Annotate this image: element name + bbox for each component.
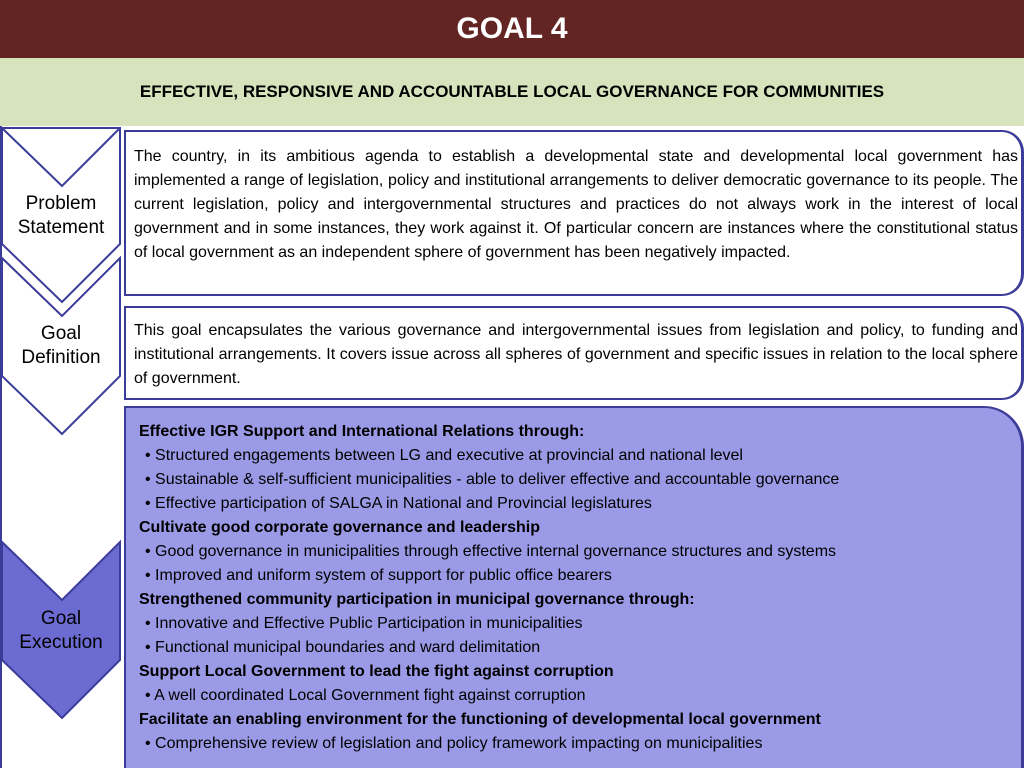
step-label-line: Definition (21, 347, 101, 368)
step-label-line: Statement (17, 217, 105, 238)
goal-subtitle: EFFECTIVE, RESPONSIVE AND ACCOUNTABLE LOCAL GOVERNANCE FOR COMMUNITIES (139, 82, 885, 101)
goal-subtitle-bar (0, 58, 1024, 126)
execution-bullet-text: Functional municipal boundaries and ward delimitation (155, 639, 541, 656)
step-label-line: Goal (40, 608, 82, 629)
execution-bullet: • Good governance in municipalities through effective internal governance structures and systems (145, 543, 837, 560)
step-label-line: Execution (19, 632, 103, 653)
execution-section (139, 660, 1015, 708)
execution-bullet: • Effective participation of SALGA in National and Provincial legislatures (145, 495, 652, 512)
execution-section (139, 516, 1015, 588)
execution-bullet-text: Comprehensive review of legislation and policy framework impacting on municipalities (155, 735, 763, 752)
execution-bullet-text: Good governance in municipalities through effective internal governance structures and systems (155, 543, 837, 560)
execution-section-title: Cultivate good corporate governance and leadership (139, 519, 540, 536)
execution-bullet: • Comprehensive review of legislation and policy framework impacting on municipalities (145, 735, 763, 752)
goal-definition-text: This goal encapsulates the various governance and intergovernmental issues from legislation and policy, to funding and institutional arrangements. It covers issue across all spheres of government and specific issues in relation to the local sphere of government. (134, 322, 1018, 387)
execution-bullet: • Innovative and Effective Public Participation in municipalities (145, 615, 583, 632)
execution-section (139, 420, 1015, 516)
step-label-line: Goal (40, 323, 82, 344)
step-label-problem-statement (0, 192, 122, 240)
goal-title-bar (0, 0, 1024, 58)
execution-bullet-text: Sustainable & self-sufficient municipalities - able to deliver effective and accountable governance (155, 471, 840, 488)
execution-bullet-text: Structured engagements between LG and executive at provincial and national level (155, 447, 743, 464)
goal-title: GOAL 4 (456, 12, 568, 45)
execution-section-title: Effective IGR Support and International Relations through: (139, 423, 585, 440)
problem-statement-text: The country, in its ambitious agenda to establish a developmental state and developmental local government has implemented a range of legislation, policy and institutional arrangements to deliver democratic governance to its people. The current legislation, policy and intergovernmental structures and practices do not always work in the interest of local government and in some instances, they work against it. Of particular concern are instances where the constitutional status of local government as an independent sphere of government has been negatively impacted. (134, 148, 1018, 261)
execution-section-title: Facilitate an enabling environment for the functioning of developmental local government (139, 711, 821, 728)
execution-bullet-text: Effective participation of SALGA in National and Provincial legislatures (155, 495, 652, 512)
execution-section (139, 708, 1015, 756)
execution-section-title: Support Local Government to lead the fight against corruption (139, 663, 614, 680)
execution-bullet: • Improved and uniform system of support for public office bearers (145, 567, 612, 584)
execution-section-title: Strengthened community participation in municipal governance through: (139, 591, 695, 608)
step-label-line: Problem (25, 193, 97, 214)
execution-bullet-text: Innovative and Effective Public Participation in municipalities (155, 615, 583, 632)
execution-bullet: • Functional municipal boundaries and ward delimitation (145, 639, 541, 656)
goal-definition-box (124, 306, 1024, 400)
step-label-goal-execution (0, 607, 122, 655)
step-label-goal-definition (0, 322, 122, 370)
goal-execution-box (124, 406, 1024, 768)
execution-bullet-text: Improved and uniform system of support for public office bearers (155, 567, 612, 584)
execution-bullet: • Structured engagements between LG and executive at provincial and national level (145, 447, 743, 464)
problem-statement-box (124, 130, 1024, 296)
execution-bullet: • A well coordinated Local Government fight against corruption (145, 687, 586, 704)
execution-section (139, 588, 1015, 660)
execution-bullet-text: A well coordinated Local Government fight against corruption (154, 687, 586, 704)
execution-bullet: • Sustainable & self-sufficient municipalities - able to deliver effective and accountable governance (145, 471, 840, 488)
